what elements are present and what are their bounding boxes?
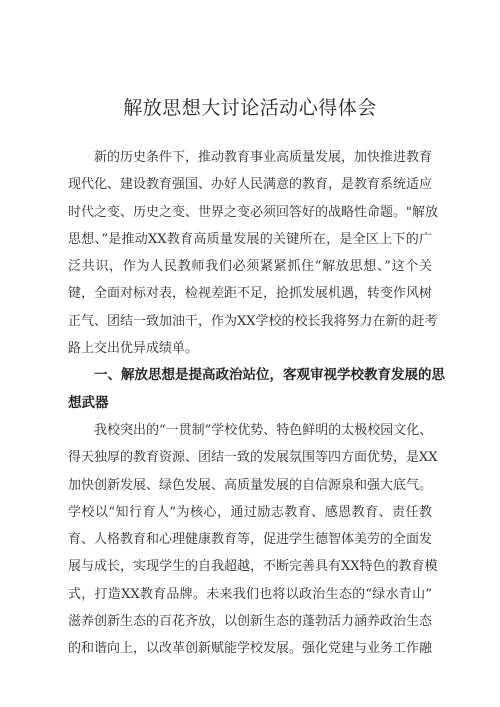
text-line: 的和谐向上，以改革创新赋能学校发展。强化党建与业务工作融 <box>68 641 433 657</box>
text-line: 育、人格教育和心理健康教育等，促进学生德智体美劳的全面发 <box>68 532 433 548</box>
paragraph-section-1 <box>68 417 438 663</box>
text-line: 泛共识，作为人民教师我们必须紧紧抓住“解放思想、”这个关 <box>68 259 432 275</box>
document-body <box>68 144 445 663</box>
text-line: 新的历史条件下，推动教育事业高质量发展，加快推进教育 <box>94 150 433 165</box>
heading-line: 想武器 <box>68 394 109 411</box>
text-line: 学校以“知行育人”为核心，通过励志教育、感恩教育、责任教 <box>68 504 432 520</box>
text-line: 思想、”是推动XX教育高质量发展的关键所在，是全区上下的广 <box>68 231 432 247</box>
text-line: 我校突出的“一贯制”学校优势、特色鲜明的太极校园文化、 <box>94 422 433 438</box>
text-line: 键，全面对标对表，检视差距不足，抢抓发展机遇，转变作风树 <box>68 286 433 302</box>
document-title: 解放思想大讨论活动心得体会 <box>123 97 377 119</box>
paragraph-intro <box>68 144 438 362</box>
text-line: 路上交出优异成绩单。 <box>68 341 199 357</box>
heading-line: 一、解放思想是提高政治站位，客观审视学校教育发展的思 <box>94 367 445 384</box>
text-line: 展与成长，实现学生的自我超越，不断完善具有XX特色的教育模 <box>68 559 438 575</box>
text-line: 式，打造XX教育品牌。未来我们也将以政治生态的“绿水青山” <box>68 586 432 602</box>
text-line: 正气、团结一致加油干，作为XX学校的校长我将努力在新的赶考 <box>68 313 438 329</box>
text-line: 现代化、建设教育强国、办好人民满意的教育，是教育系统适应 <box>68 177 433 193</box>
text-line: 得天独厚的教育资源、团结一致的发展氛围等四方面优势，是XX <box>68 450 438 466</box>
text-line: 时代之变、历史之变、世界之变必须回答好的战略性命题。"解放 <box>68 204 438 220</box>
section-heading-1 <box>68 362 445 417</box>
text-line: 滋养创新生态的百花齐放，以创新生态的蓬勃活力涵养政治生态 <box>68 614 433 630</box>
text-line: 加快创新发展、绿色发展、高质量发展的自信源泉和强大底气。 <box>68 477 433 493</box>
